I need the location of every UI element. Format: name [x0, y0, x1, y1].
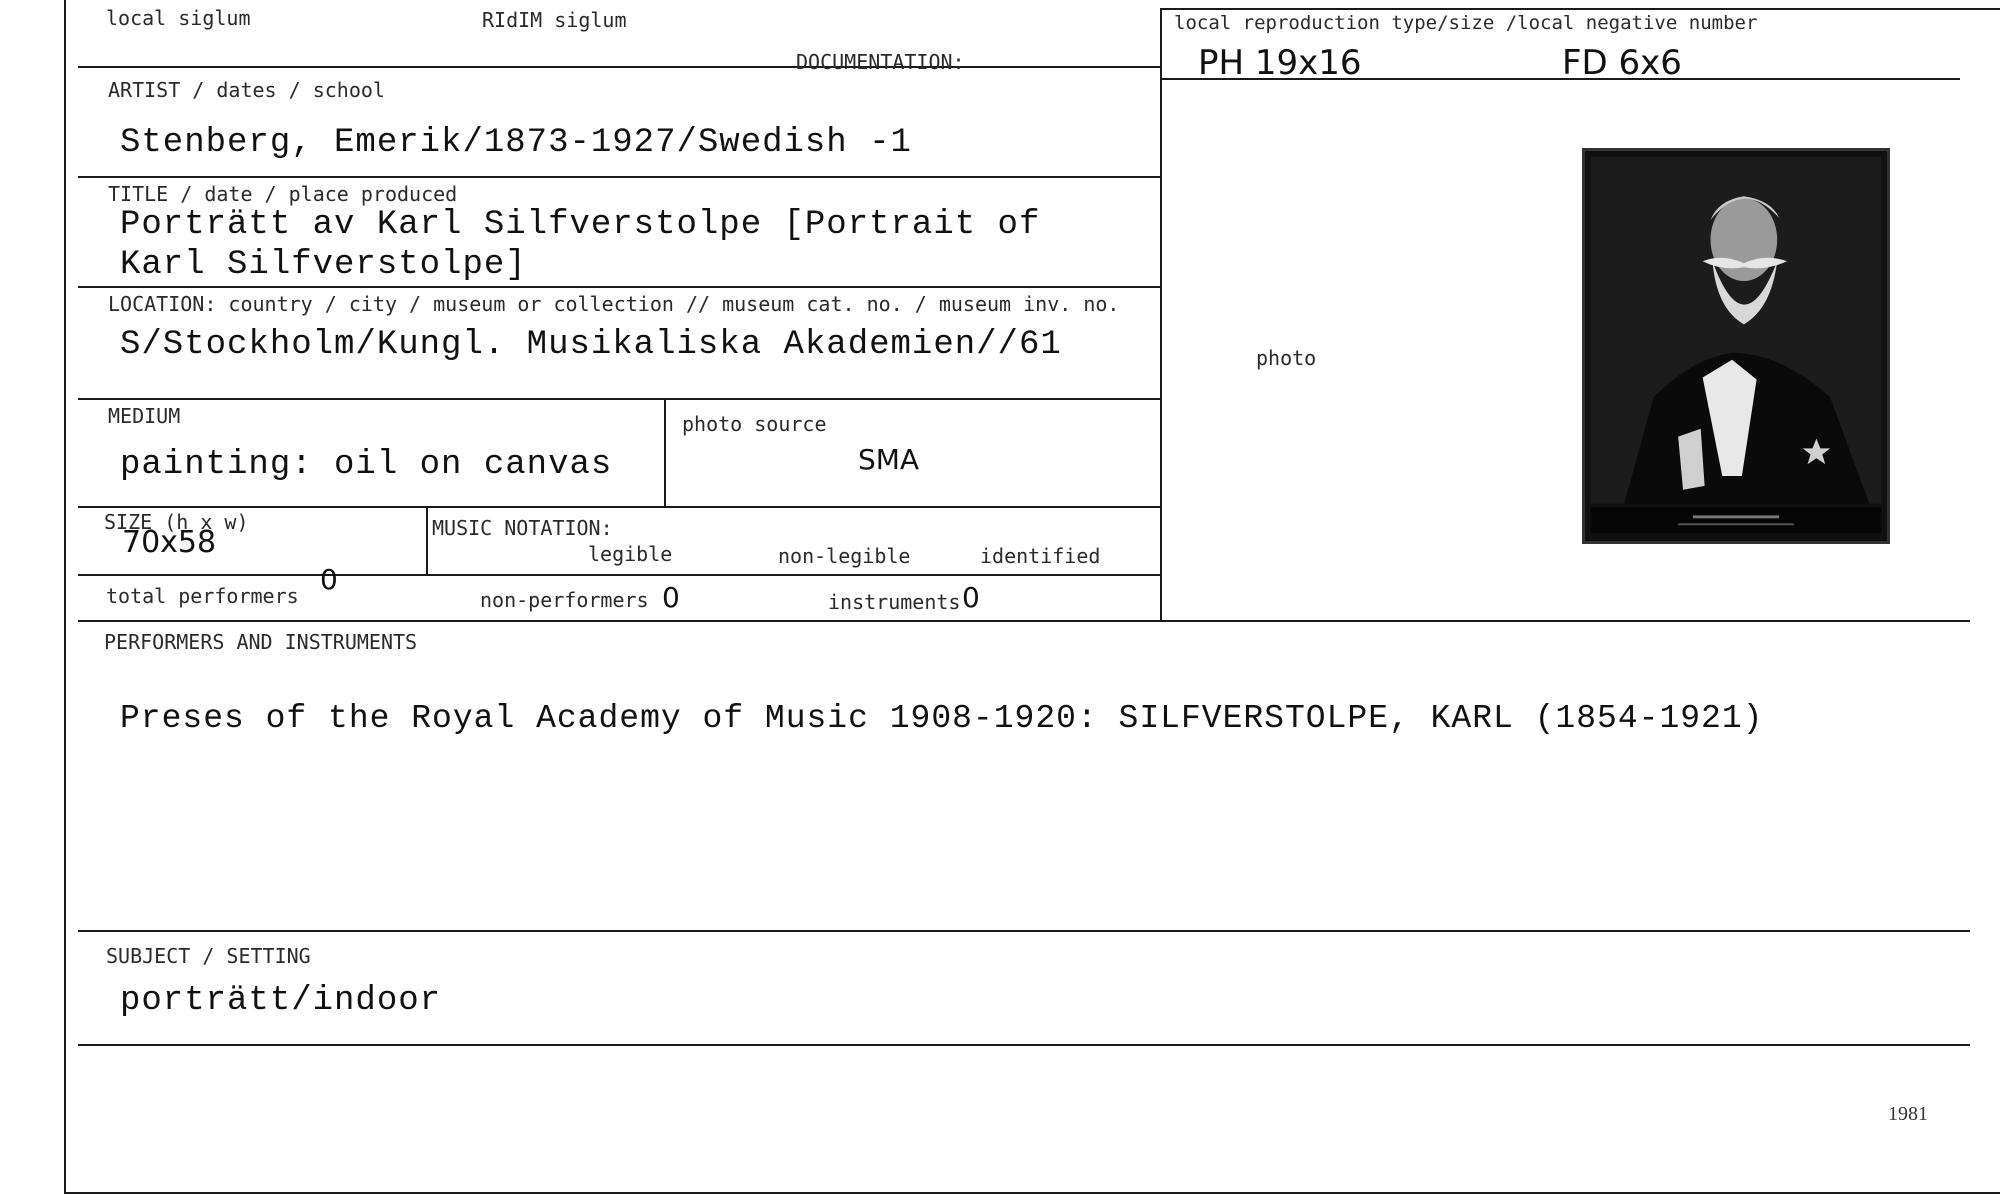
reproduction-label: local reproduction type/size /local negative number: [1174, 12, 1758, 34]
performers-value: Preses of the Royal Academy of Music 1908-1920: SILFVERSTOLPE, KARL (1854-1921): [120, 700, 1764, 737]
artist-value: Stenberg, Emerik/1873-1927/Swedish -1: [120, 124, 912, 162]
photo-source-label: photo source: [682, 412, 827, 436]
column-divider: [1160, 8, 1162, 622]
size-divider: [426, 506, 428, 574]
performers-label: PERFORMERS AND INSTRUMENTS: [104, 630, 418, 654]
total-performers-label: total performers: [106, 584, 299, 608]
medium-label: MEDIUM: [108, 404, 181, 428]
non-performers-value: 0: [662, 581, 680, 614]
total-performers-value: 0: [320, 563, 338, 596]
size-rule: [78, 574, 1160, 576]
title-rule: [78, 286, 1160, 288]
performers-rule: [78, 930, 1970, 932]
instruments-label: instruments: [828, 590, 961, 614]
size-label: SIZE (h x w): [104, 510, 249, 534]
artist-label: ARTIST / dates / school: [108, 78, 385, 102]
instruments-value: 0: [962, 581, 980, 614]
music-notation-label: MUSIC NOTATION:: [432, 516, 613, 540]
location-value: S/Stockholm/Kungl. Musikaliska Akademien//61: [120, 326, 1062, 364]
subject-value: porträtt/indoor: [120, 982, 442, 1020]
location-rule: [78, 398, 1160, 400]
portrait-image: [1585, 151, 1887, 541]
portrait-photo: [1582, 148, 1890, 544]
top-rule: [1160, 8, 2000, 10]
ridim-siglum-label: RIdIM siglum: [482, 8, 627, 32]
header-rule-left: [78, 66, 1160, 68]
subject-label: SUBJECT / SETTING: [106, 944, 311, 968]
location-label: LOCATION: country / city / museum or collection // museum cat. no. / museum inv. no.: [108, 292, 1120, 316]
local-siglum-label: local siglum: [106, 6, 251, 30]
counts-rule: [78, 620, 1970, 622]
legible-label: legible: [588, 542, 673, 566]
non-legible-label: non-legible: [778, 544, 911, 568]
identified-label: identified: [980, 544, 1101, 568]
negative-value: FD 6x6: [1562, 43, 1682, 83]
title-label: TITLE / date / place produced: [108, 182, 458, 206]
photo-label: photo: [1256, 346, 1317, 370]
title-value-line2: Karl Silfverstolpe]: [120, 246, 527, 284]
artist-rule: [78, 176, 1160, 178]
non-performers-label: non-performers: [480, 588, 649, 612]
medium-value: painting: oil on canvas: [120, 446, 613, 484]
medium-rule: [78, 506, 1160, 508]
card-year: 1981: [1888, 1103, 1928, 1125]
documentation-label: DOCUMENTATION:: [796, 50, 965, 74]
photo-source-value: SMA: [858, 443, 920, 476]
title-value-line1: Porträtt av Karl Silfverstolpe [Portrait of: [120, 206, 1041, 244]
size-value: 70x58: [122, 525, 217, 560]
reproduction-value: PH 19x16: [1198, 43, 1362, 83]
medium-divider: [664, 398, 666, 506]
left-border: [64, 0, 66, 1194]
subject-rule: [78, 1044, 1970, 1046]
